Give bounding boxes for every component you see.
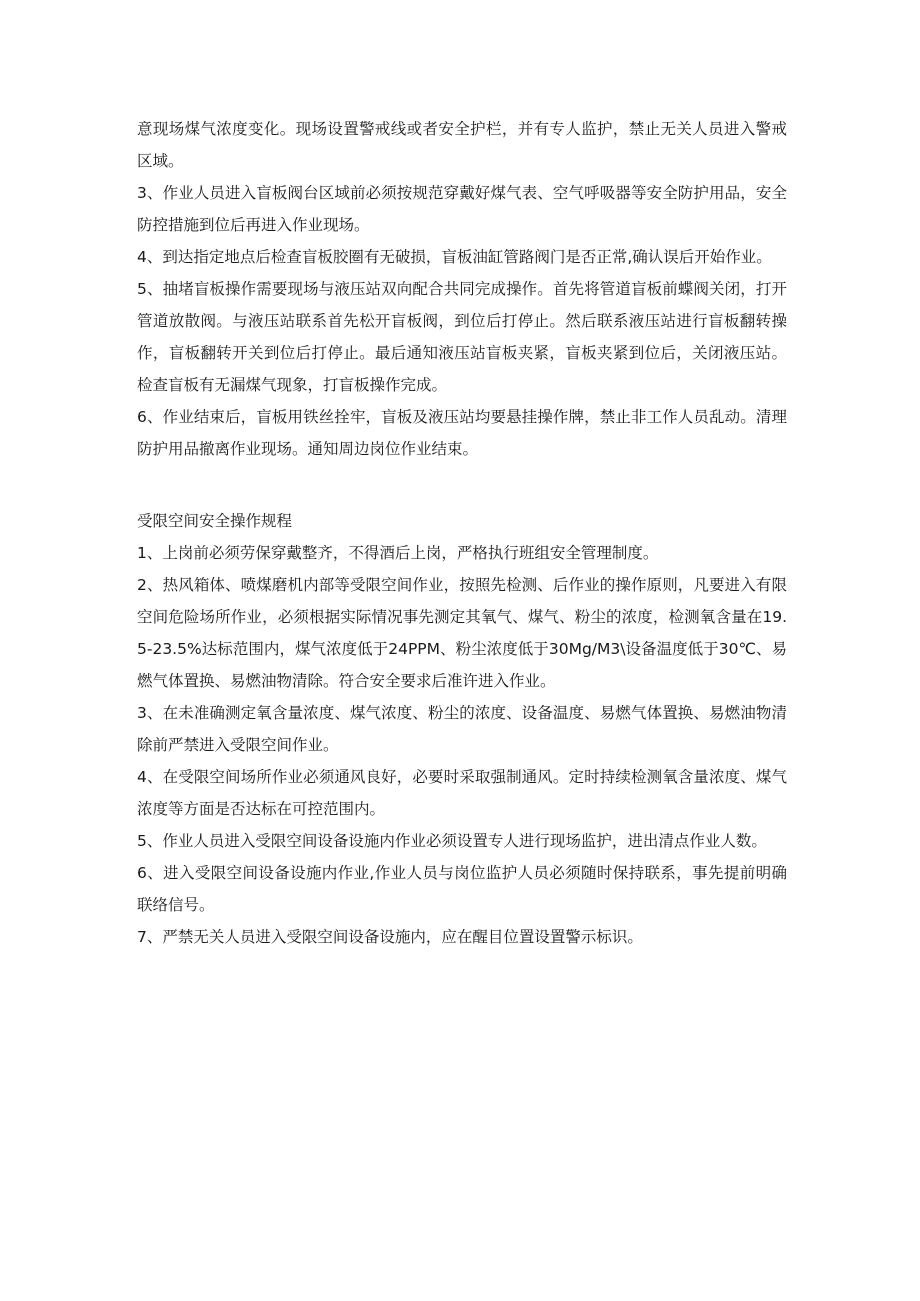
paragraph-step-6: 6、作业结束后，盲板用铁丝拴牢，盲板及液压站均要悬挂操作牌，禁止非工作人员乱动。清理防护用品撤离作业现场。通知周边岗位作业结束。 [137,408,787,458]
document-page [137,113,787,953]
paragraph-rule-4: 4、在受限空间场所作业必须通风良好，必要时采取强制通风。定时持续检测氧含量浓度、煤气浓度等方面是否达标在可控范围内。 [137,768,787,818]
paragraph-step-5: 5、抽堵盲板操作需要现场与液压站双向配合共同完成操作。首先将管道盲板前蝶阀关闭，打开管道放散阀。与液压站联系首先松开盲板阀，到位后打停止。然后联系液压站进行盲板翻转操作，盲板翻转开关到位后打停止。最后通知液压站盲板夹紧，盲板夹紧到位后，关闭液压站。检查盲板有无漏煤气现象，打盲板操作完成。 [137,280,787,394]
paragraph-rule-1: 1、上岗前必须劳保穿戴整齐，不得酒后上岗，严格执行班组安全管理制度。 [137,544,659,562]
paragraph-step-3: 3、作业人员进入盲板阀台区域前必须按规范穿戴好煤气表、空气呼吸器等安全防护用品，安全防控措施到位后再进入作业现场。 [137,184,787,234]
paragraph-rule-5: 5、作业人员进入受限空间设备设施内作业必须设置专人进行现场监护，进出清点作业人数。 [137,832,767,850]
paragraph-rule-6: 6、进入受限空间设备设施内作业,作业人员与岗位监护人员必须随时保持联系，事先提前明确联络信号。 [137,864,787,914]
paragraph-continuation: 意现场煤气浓度变化。现场设置警戒线或者安全护栏，并有专人监护，禁止无关人员进入警戒区域。 [137,120,787,170]
section-spacer [137,465,787,505]
paragraph-rule-7: 7、严禁无关人员进入受限空间设备设施内，应在醒目位置设置警示标识。 [137,928,643,946]
paragraph-rule-2: 2、热风箱体、喷煤磨机内部等受限空间作业，按照先检测、后作业的操作原则，凡要进入有限空间危险场所作业，必须根据实际情况事先测定其氧气、煤气、粉尘的浓度，检测氧含量在19.5-23.5%达标范围内，煤气浓度低于24PPM、粉尘浓度低于30Mg/M3\设备温度低于30℃、易燃气体置换、易燃油物清除。符合安全要求后准许进入作业。 [137,576,787,690]
section-title: 受限空间安全操作规程 [137,512,293,530]
paragraph-rule-3: 3、在未准确测定氧含量浓度、煤气浓度、粉尘的浓度、设备温度、易燃气体置换、易燃油物清除前严禁进入受限空间作业。 [137,704,787,754]
paragraph-step-4: 4、到达指定地点后检查盲板胶圈有无破损，盲板油缸管路阀门是否正常,确认误后开始作业。 [137,248,772,266]
